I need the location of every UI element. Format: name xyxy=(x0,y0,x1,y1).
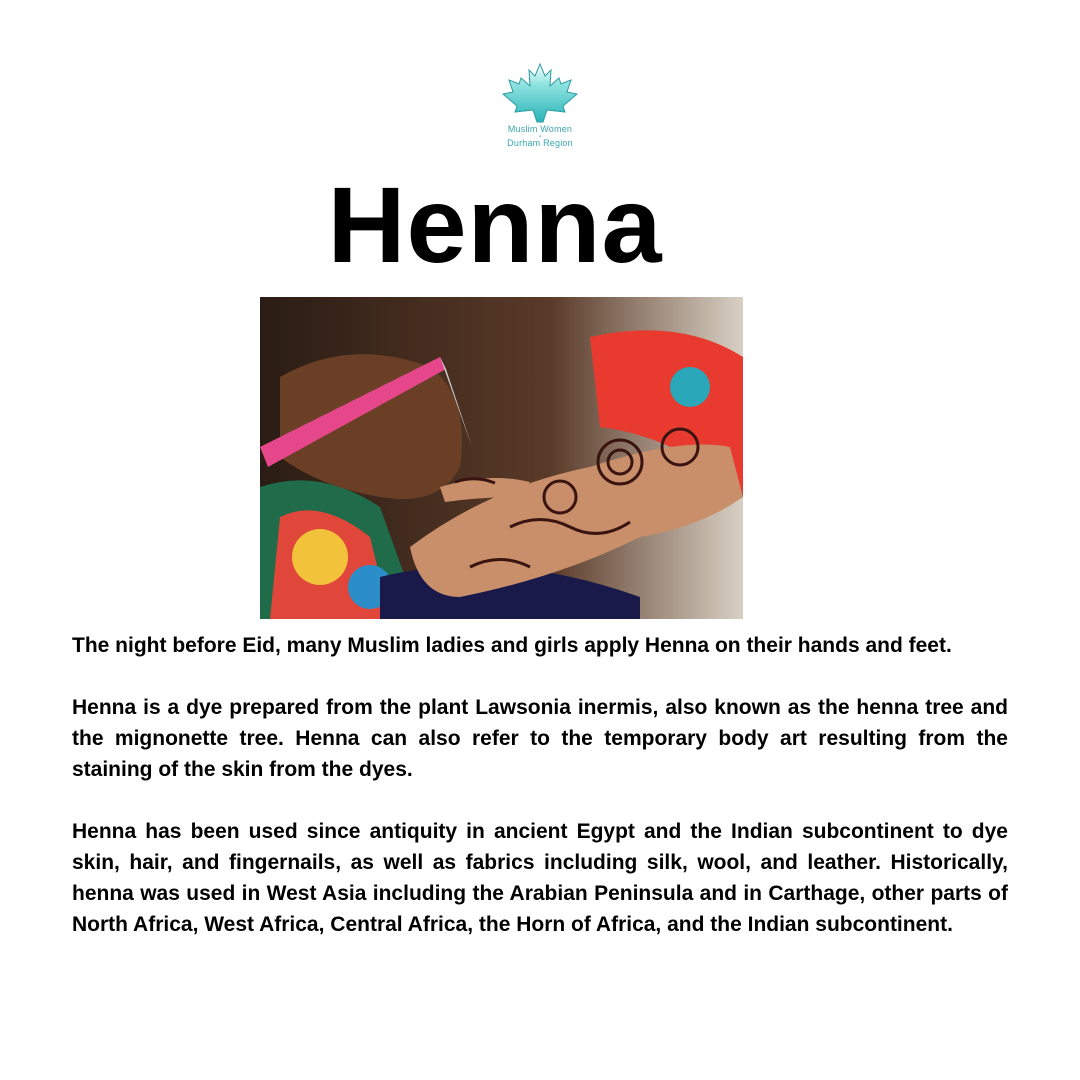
page-title: Henna xyxy=(327,164,663,285)
paragraph-3: Henna has been used since antiquity in ancient Egypt and the Indian subcontinent to dye skin, hair, and fingernails, as well as fabrics including silk, wool, and leather. Historically, henna was used in West Asia including the Arabian Peninsula and in Carthage, other parts of North Africa, West Africa, Central Africa, the Horn of Africa, and the Indian subcontinent. xyxy=(72,820,1008,936)
maple-leaf-icon xyxy=(501,62,579,124)
paragraph-1: The night before Eid, many Muslim ladies and girls apply Henna on their hands and feet. xyxy=(72,634,952,657)
henna-photo xyxy=(260,297,743,619)
article-body xyxy=(72,630,1008,971)
logo-line-1: Muslim Women xyxy=(507,124,573,134)
logo-line-2: of xyxy=(538,134,542,138)
organization-logo xyxy=(490,62,590,154)
logo-line-3: Durham Region xyxy=(507,138,573,148)
paragraph-2: Henna is a dye prepared from the plant Lawsonia inermis, also known as the henna tree and the mignonette tree. Henna can also refer to the temporary body art resulting from the staining of the skin from the dyes. xyxy=(72,696,1008,781)
